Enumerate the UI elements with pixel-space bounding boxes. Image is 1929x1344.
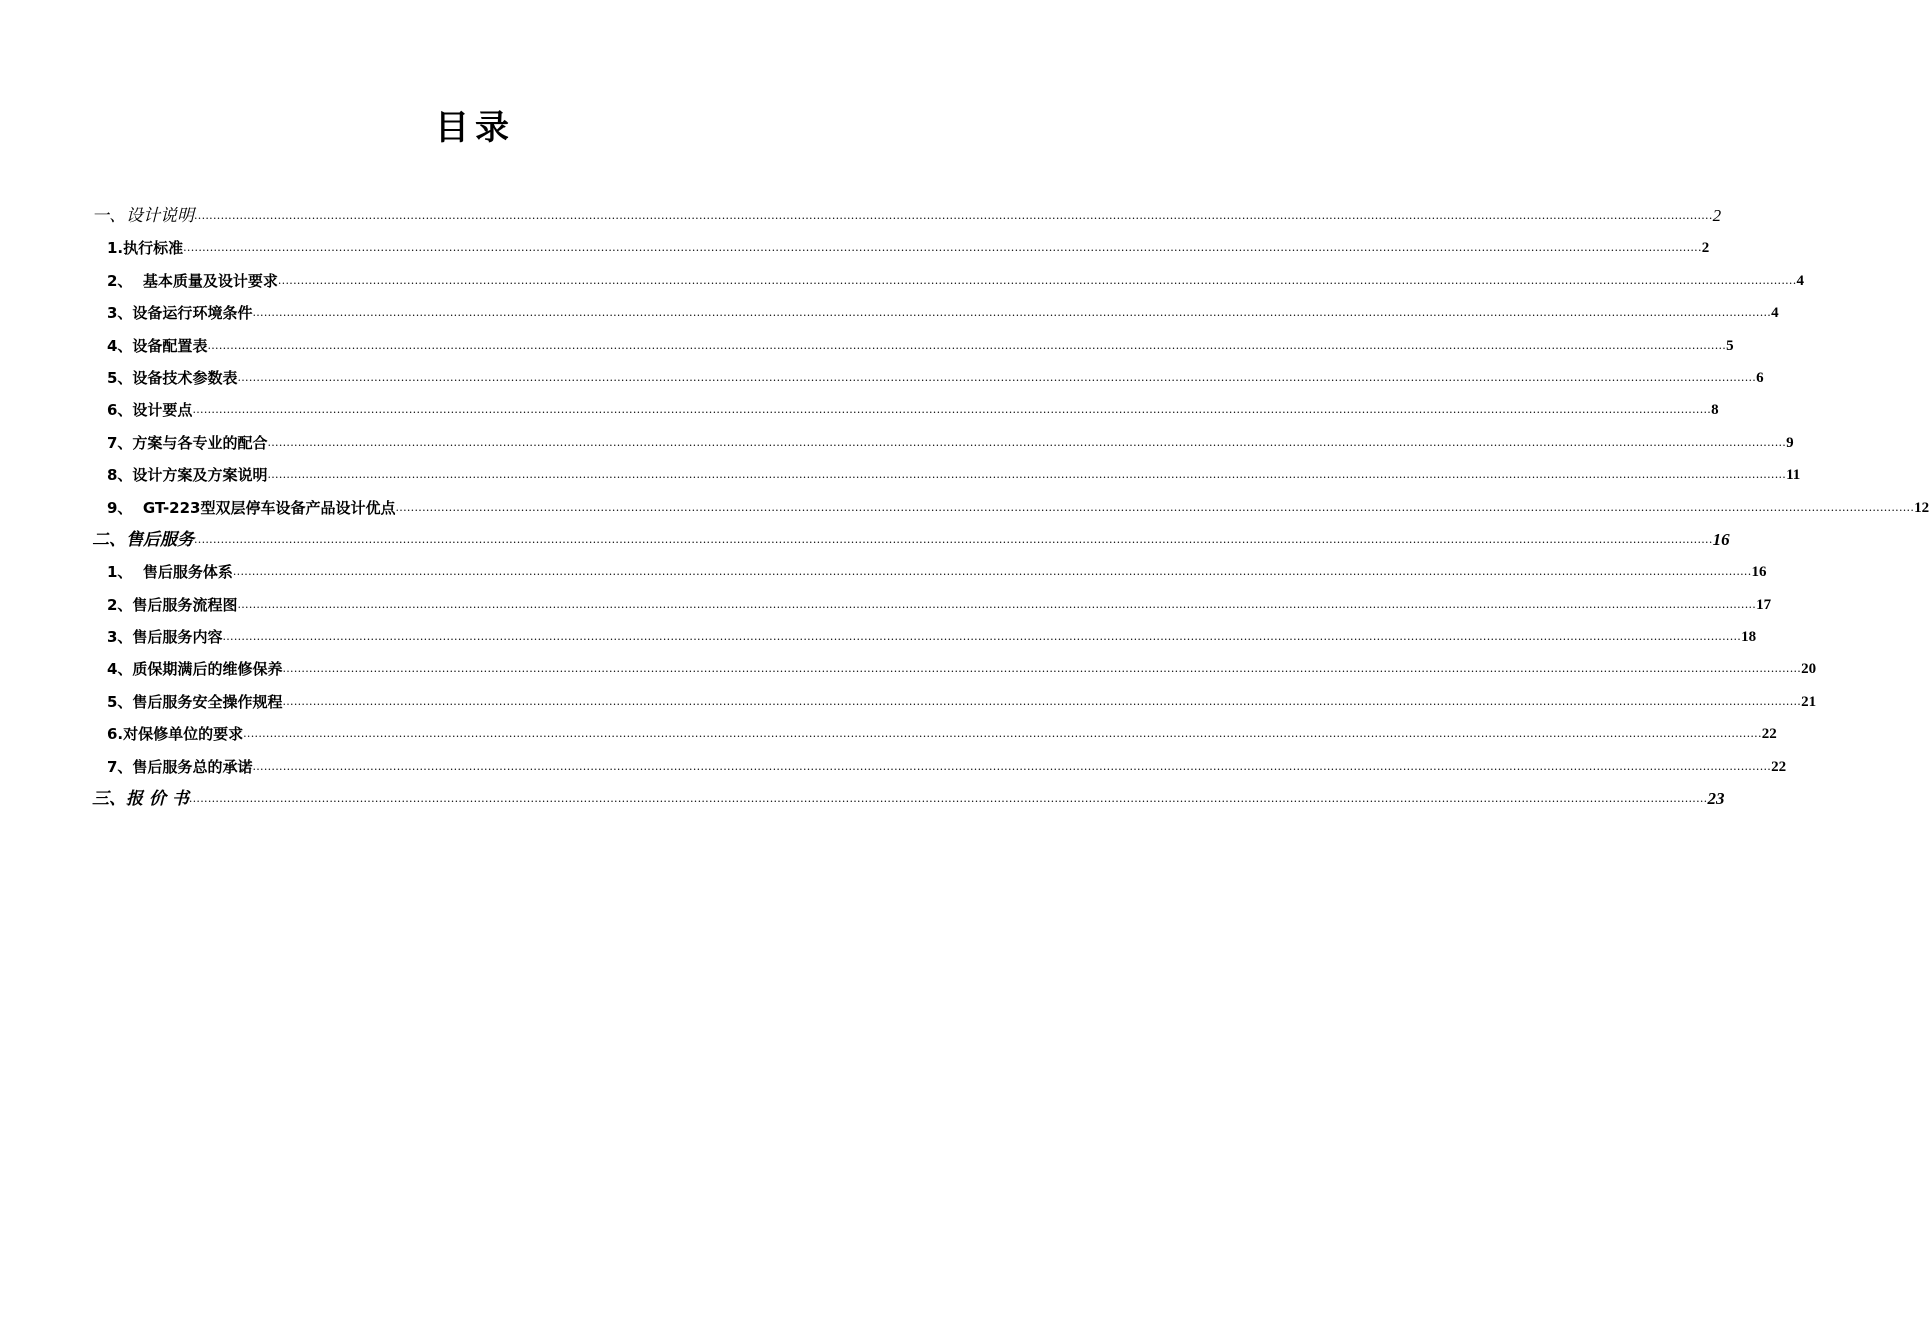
toc-subsection-entry[interactable] [92, 686, 1817, 718]
toc-dot-leader: ................................................................................................................................................................................................................................................................................................................................................................................................................ [267, 435, 1787, 449]
toc-entry-label: 6.对保修单位的要求 [107, 725, 244, 744]
toc-page-number: 2 [1701, 240, 1710, 257]
toc-page-number: 23 [1707, 789, 1725, 809]
toc-entry-label: 一、设计说明 [92, 205, 194, 226]
toc-entry-label: 1、 售后服务体系 [107, 563, 233, 582]
toc-section-entry[interactable] [92, 524, 1730, 556]
toc-page-number: 22 [1771, 758, 1787, 775]
toc-dot-leader: ................................................................................................................................................................................................................................................................................................................................................................................................................ [282, 694, 1802, 708]
toc-entry-label: 8、设计方案及方案说明 [107, 466, 268, 485]
toc-entry-label: 4、质保期满后的维修保养 [107, 660, 283, 679]
toc-dot-leader: ................................................................................................................................................................................................................................................................................................................................................................................................................ [252, 759, 1772, 773]
toc-dot-leader: ................................................................................................................................................................................................................................................................................................................................................................................................................ [222, 630, 1742, 644]
toc-dot-leader: ................................................................................................................................................................................................................................................................................................................................................................................................................ [194, 532, 1713, 546]
toc-page-number: 12 [1914, 499, 1929, 516]
toc-page-number: 2 [1712, 205, 1722, 225]
toc-subsection-entry[interactable] [92, 718, 1777, 750]
table-of-contents [92, 200, 1929, 815]
toc-entry-label: 5、售后服务安全操作规程 [107, 692, 283, 711]
toc-page-number: 11 [1786, 467, 1801, 484]
toc-subsection-entry[interactable] [92, 427, 1794, 459]
toc-entry-label: 3、售后服务内容 [107, 628, 223, 647]
toc-dot-leader: ................................................................................................................................................................................................................................................................................................................................................................................................................ [395, 500, 1915, 514]
toc-page-number: 16 [1712, 529, 1730, 549]
toc-page-number: 8 [1711, 402, 1719, 419]
toc-page-number: 5 [1726, 337, 1734, 354]
toc-dot-leader: ................................................................................................................................................................................................................................................................................................................................................................................................................ [252, 306, 1772, 320]
toc-dot-leader: ................................................................................................................................................................................................................................................................................................................................................................................................................ [237, 597, 1757, 611]
toc-dot-leader: ................................................................................................................................................................................................................................................................................................................................................................................................................ [183, 241, 1702, 255]
toc-entry-label: 6、设计要点 [107, 401, 193, 420]
toc-page-number: 9 [1786, 434, 1794, 451]
toc-entry-label: 2、 基本质量及设计要求 [107, 271, 278, 290]
toc-dot-leader: ................................................................................................................................................................................................................................................................................................................................................................................................................ [194, 208, 1713, 222]
toc-subsection-entry[interactable] [92, 621, 1757, 653]
toc-page-number: 22 [1761, 726, 1777, 743]
toc-page-number: 4 [1796, 272, 1805, 289]
toc-entry-label: 9、 GT-223型双层停车设备产品设计优点 [107, 498, 396, 517]
toc-subsection-entry[interactable] [92, 653, 1817, 685]
toc-section-entry[interactable] [92, 783, 1725, 815]
toc-entry-label: 1.执行标准 [107, 239, 184, 258]
toc-entry-label: 3、设备运行环境条件 [107, 304, 253, 323]
toc-subsection-entry[interactable] [92, 492, 1929, 524]
toc-subsection-entry[interactable] [92, 265, 1805, 297]
toc-dot-leader: ................................................................................................................................................................................................................................................................................................................................................................................................................ [232, 565, 1752, 579]
toc-dot-leader: ................................................................................................................................................................................................................................................................................................................................................................................................................ [267, 468, 1787, 482]
toc-dot-leader: ................................................................................................................................................................................................................................................................................................................................................................................................................ [282, 662, 1802, 676]
toc-dot-leader: ................................................................................................................................................................................................................................................................................................................................................................................................................ [243, 727, 1762, 741]
toc-dot-leader: ................................................................................................................................................................................................................................................................................................................................................................................................................ [207, 338, 1727, 352]
toc-subsection-entry[interactable] [92, 330, 1734, 362]
toc-dot-leader: ................................................................................................................................................................................................................................................................................................................................................................................................................ [277, 273, 1797, 287]
toc-subsection-entry[interactable] [92, 556, 1767, 588]
toc-page-number: 6 [1756, 369, 1764, 386]
toc-subsection-entry[interactable] [92, 751, 1787, 783]
toc-subsection-entry[interactable] [92, 362, 1764, 394]
toc-entry-label: 2、售后服务流程图 [107, 595, 238, 614]
toc-entry-label: 7、售后服务总的承诺 [107, 757, 253, 776]
toc-subsection-entry[interactable] [92, 297, 1779, 329]
toc-page-number: 17 [1756, 596, 1772, 613]
toc-dot-leader: ................................................................................................................................................................................................................................................................................................................................................................................................................ [237, 370, 1757, 384]
toc-dot-leader: ................................................................................................................................................................................................................................................................................................................................................................................................................ [192, 403, 1712, 417]
toc-dot-leader: ................................................................................................................................................................................................................................................................................................................................................................................................................ [188, 792, 1708, 806]
toc-subsection-entry[interactable] [92, 394, 1719, 426]
toc-entry-label: 二、售后服务 [92, 529, 194, 550]
toc-entry-label: 7、方案与各专业的配合 [107, 433, 268, 452]
toc-page-number: 20 [1801, 661, 1817, 678]
toc-page-number: 16 [1751, 564, 1767, 581]
toc-page-number: 18 [1741, 629, 1757, 646]
toc-page-number: 4 [1771, 305, 1779, 322]
toc-subsection-entry[interactable] [92, 459, 1801, 491]
page-title: 目录 [435, 108, 515, 148]
toc-entry-label: 4、设备配置表 [107, 336, 208, 355]
toc-page-number: 21 [1801, 693, 1817, 710]
toc-entry-label: 5、设备技术参数表 [107, 368, 238, 387]
toc-entry-label: 三、报 价 书 [92, 789, 189, 810]
toc-subsection-entry[interactable] [92, 232, 1710, 264]
toc-subsection-entry[interactable] [92, 589, 1772, 621]
toc-section-entry[interactable] [92, 200, 1722, 232]
